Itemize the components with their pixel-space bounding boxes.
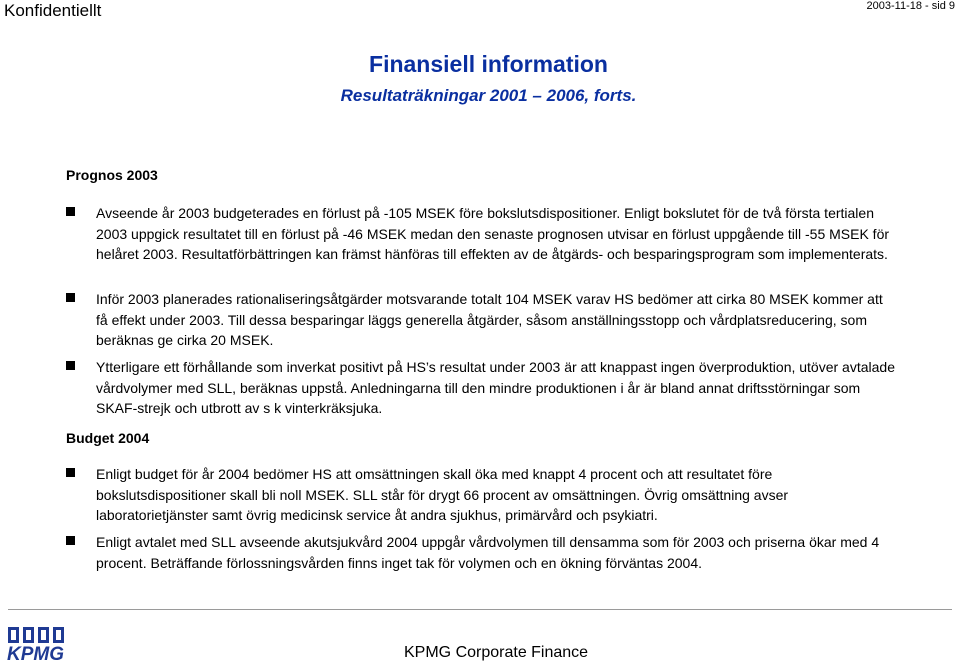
page-subtitle: Resultaträkningar 2001 – 2006, forts.	[340, 86, 637, 105]
bullet-item	[66, 289, 896, 351]
footer-company: KPMG Corporate Finance	[404, 644, 589, 661]
bullet-text: Enligt budget för år 2004 bedömer HS att omsättningen skall öka med knappt 4 procent och att resultatet före bokslutsdispositioner skall bli noll MSEK. SLL står för drygt 66 procent av omsättningen. Övrig omsättning avser laboratorietjänster samt övrig medicinsk service åt andra sjukhus, primärvård och psykiatri.	[96, 466, 789, 523]
square-bullet-icon	[66, 207, 75, 216]
square-bullet-icon	[66, 293, 75, 302]
kpmg-logo-text: KPMG	[7, 644, 64, 661]
square-bullet-icon	[66, 536, 75, 545]
bullet-item	[66, 464, 896, 526]
date-page-label: 2003-11-18 - sid 9	[866, 0, 955, 12]
section-heading-prognos: Prognos 2003	[66, 167, 158, 183]
bullet-item	[66, 357, 896, 419]
square-bullet-icon	[66, 468, 75, 477]
bullet-item	[66, 532, 896, 573]
footer-divider	[8, 609, 952, 610]
bullet-text: Enligt avtalet med SLL avseende akutsjukvård 2004 uppgår vårdvolymen till densamma som för 2003 och priserna ökar med 4 procent. Beträffande förlossningsvården finns inget tak för volymen och en ökning förväntas 2004.	[96, 534, 880, 571]
bullet-text: Ytterligare ett förhållande som inverkat positivt på HS’s resultat under 2003 är att knappast ingen överproduktion, utöver avtalade vårdvolymer med SLL, beräknas uppstå. Anledningarna till den mindre produktionen i år är bland annat driftsstörningar som SKAF-strejk och utbrott av s k vinterkräksjuka.	[96, 359, 895, 416]
section-heading-budget: Budget 2004	[66, 430, 150, 446]
bullet-text: Inför 2003 planerades rationaliseringsåtgärder motsvarande totalt 104 MSEK varav HS bedömer att cirka 80 MSEK kommer att få effekt under 2003. Till dessa besparingar läggs generella åtgärder, såsom anställningsstopp och vårdplatsreducering, som beräknas ge cirka 20 MSEK.	[96, 291, 883, 348]
square-bullet-icon	[66, 361, 75, 370]
kpmg-logo	[6, 627, 84, 661]
bullet-text: Avseende år 2003 budgeterades en förlust på -105 MSEK före bokslutsdispositioner. Enligt bokslutet för de två första tertialen 2003 uppgick resultatet till en förlust på -46 MSEK medan den senaste prognosen utvisar en förlust uppgående till -55 MSEK för helåret 2003. Resultatförbättringen kan främst hänföras till effekten av de åtgärds- och besparingsprogram som implementerats.	[96, 205, 890, 262]
page-title: Finansiell information	[369, 51, 608, 77]
bullet-item	[66, 203, 896, 265]
confidential-label: Konfidentiellt	[4, 1, 102, 20]
